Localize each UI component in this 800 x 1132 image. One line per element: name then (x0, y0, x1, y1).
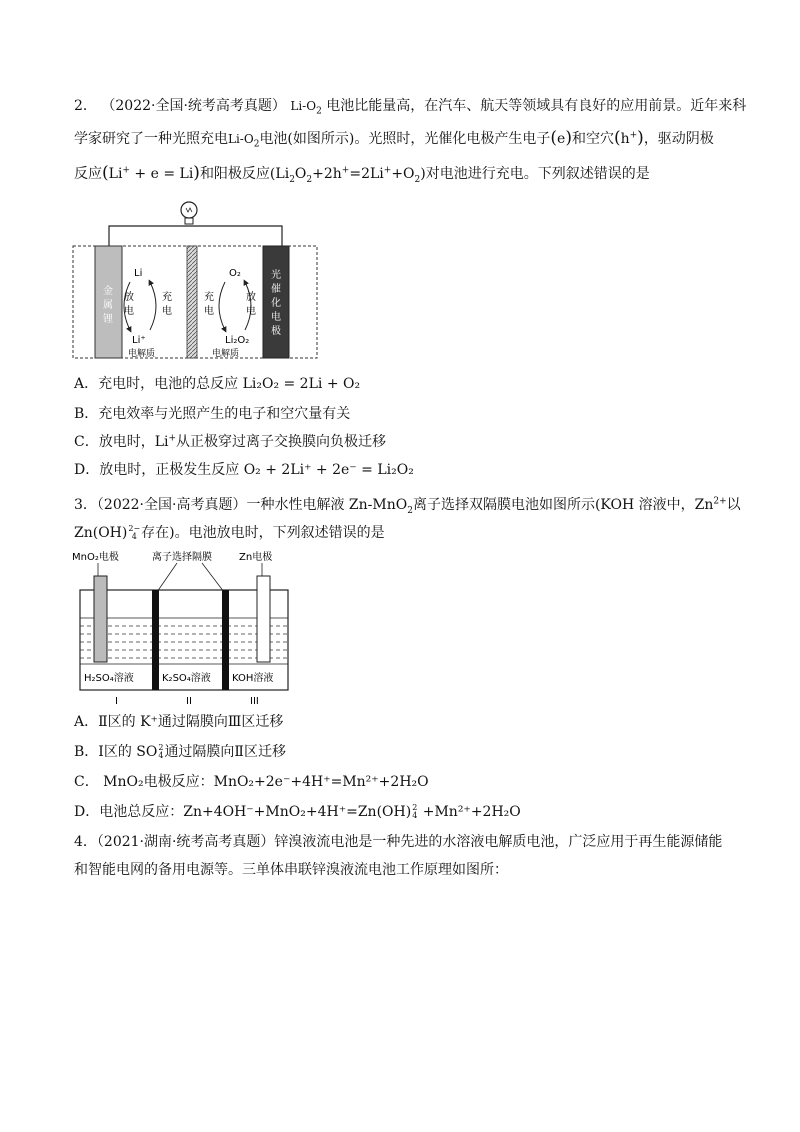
q2-option-c[interactable]: C．放电时，Li+从正极穿过离子交换膜向负极迁移 (74, 433, 387, 450)
fig-charge-right-char-0: 充 (204, 292, 214, 303)
fig-sol-3: KOH溶液 (232, 673, 274, 684)
fig-discharge-left-char-0: 放 (124, 292, 134, 303)
membrane-left (152, 590, 159, 690)
fig-discharge-right-char-1: 电 (246, 306, 256, 317)
fig-li: Li (134, 268, 143, 279)
fig-right-electrode-char-1: 催 (271, 284, 281, 295)
bulb-icon (181, 202, 197, 224)
q2-option-b[interactable]: B．充电效率与光照产生的电子和空穴量有关 (74, 406, 351, 422)
fig-electrolyte-right: 电解质 (212, 349, 240, 359)
fig-roman-3: III (250, 696, 259, 707)
q4-line-2: 和智能电网的备用电源等。三单体串联锌溴液流电池工作原理如图所： (74, 862, 508, 878)
q3-line-2: Zn(OH) 2− 4 存在)。电池放电时，下列叙述错误的是 (74, 524, 385, 541)
fig-charge-left-char-0: 充 (162, 292, 172, 303)
q4-line-1: 4．（2021·湖南·统考高考真题）锌溴液流电池是一种先进的水溶液电解质电池，广泛应用于再生能源储能 (74, 834, 723, 850)
zn-electrode (257, 576, 270, 662)
fig-electrolyte-left: 电解质 (128, 349, 156, 359)
q2-line-1: 2． （2022·全国·统考高考真题） $Li-O_2$ 电池比能量高，在汽车、航天等领域具有良好的应用前景。近年来科 (74, 98, 747, 117)
fig-left-electrode-char-0: 金 (103, 286, 113, 297)
membrane-right (222, 590, 229, 690)
fig-right-electrode-char-3: 电 (271, 312, 281, 323)
q2-line-2: 学家研究了一种光照充电$Li-O_2$电池(如图所示)。光照时，光催化电极产生电子(e)和空穴(h+)，驱动阴极 (74, 128, 714, 150)
q3-option-a[interactable]: A．Ⅱ区的 K⁺通过隔膜向Ⅲ区迁移 (74, 714, 284, 730)
q3-line-1: 3．（2022·全国·高考真题）一种水性电解液 Zn-MnO$_2$离子选择双隔膜电池如图所示(KOH 溶液中，$Zn^{2+}$以 (74, 496, 741, 516)
fig-li-plus: Li⁺ (132, 335, 146, 346)
q3-option-d[interactable]: D．电池总反应：Zn+4OH⁻+MnO₂+4H⁺=Zn(OH) 2 4 +Mn²⁺+2H₂O (74, 803, 521, 820)
fig-membrane-label: 离子选择隔膜 (152, 552, 212, 563)
fig-o2: O₂ (229, 268, 241, 279)
fig-sol-1: H₂SO₄溶液 (84, 673, 134, 684)
fig-charge-left-char-1: 电 (162, 306, 172, 317)
q2-line-3: 反应(Li+ + e = Li)和阳极反应$(Li_2O_2+2h^+=2Li^++O_2)$对电池进行充电。下列叙述错误的是 (74, 163, 650, 185)
fig-roman-1: I (115, 696, 118, 707)
q3-option-b[interactable]: B．Ⅰ区的 SO 2 4 通过隔膜向Ⅱ区迁移 (74, 743, 286, 760)
mno2-electrode (94, 576, 107, 662)
fig-sol-2: K₂SO₄溶液 (162, 673, 211, 684)
fig-li2o2: Li₂O₂ (225, 335, 250, 346)
fig-zn-label: Zn电极 (239, 552, 273, 563)
ion-exchange-membrane (187, 246, 197, 358)
fig-roman-2: II (186, 696, 192, 707)
q2-option-d[interactable]: D．放电时，正极发生反应 O₂ + 2Li⁺ + 2e⁻ = Li₂O₂ (74, 462, 414, 478)
fig-left-electrode-char-2: 锂 (103, 314, 113, 325)
q2-battery-figure (72, 196, 320, 362)
fig-charge-right-char-1: 电 (204, 306, 214, 317)
q2-option-a[interactable]: A．充电时，电池的总反应 Li₂O₂ = 2Li + O₂ (74, 376, 361, 392)
fig-right-electrode-char-2: 化 (271, 298, 281, 309)
fig-right-electrode-char-4: 极 (271, 326, 281, 337)
q3-option-c[interactable]: C． MnO₂电极反应：MnO₂+2e⁻+4H⁺=Mn²⁺+2H₂O (74, 774, 429, 790)
fig-left-electrode-char-1: 属 (103, 300, 113, 311)
fig-mno2-label: MnO₂电极 (72, 552, 119, 563)
fig-right-electrode-char-0: 光 (271, 270, 281, 281)
fig-discharge-left-char-1: 电 (124, 306, 134, 317)
fig-discharge-right-char-0: 放 (246, 292, 256, 303)
q3-battery-figure (72, 548, 296, 708)
